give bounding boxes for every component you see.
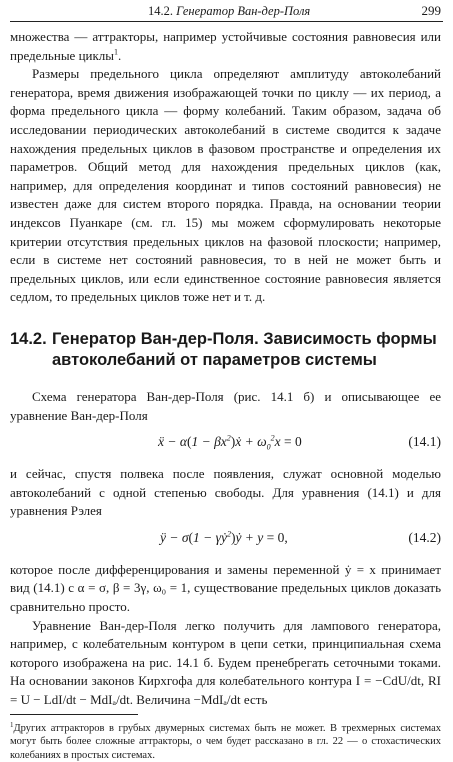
equation-14-2-formula: ÿ − σ(1 − γẏ$^2$)ẏ + y = 0,	[160, 529, 288, 545]
page-body	[10, 28, 441, 762]
section-number: 14.2.	[10, 329, 47, 348]
section-title: Генератор Ван-дер-Поля. Зависимость формы автоколебаний от параметров системы	[52, 329, 437, 369]
running-head-title: Генератор Ван-дер-Поля	[176, 4, 311, 18]
equation-14-2	[10, 530, 441, 552]
footnote-reference: 1	[114, 47, 119, 57]
section-heading	[10, 329, 441, 371]
equation-14-2-number: (14.2)	[408, 529, 441, 545]
page-number: 299	[421, 3, 441, 18]
paragraph-derivation: Уравнение Ван-дер-Поля легко получить для лампового генератора, например, с колебательным контуром в цепи сетки, принципиальная схема которого изображена на рис. 14.1 б. Будем пренебрегать сеточными токами. На основании законов Кирхгофа для колебательного контура I = −CdU/dt, RI = U − LdI/dt − MdIₐ/dt. Величина −MdIₐ/dt есть	[10, 617, 441, 708]
paragraph-continued: множества — аттракторы, например устойчивые состояния равновесия или предельные циклы$^1$.	[10, 29, 441, 63]
paragraph-scheme: Схема генератора Ван-дер-Поля (рис. 14.1 б) и описывающее ее уравнение Ван-дер-Поля	[10, 388, 441, 423]
footnote	[10, 719, 441, 762]
footnote-divider	[10, 714, 138, 715]
equation-14-1	[10, 434, 441, 456]
paragraph-model: и сейчас, спустя полвека после появления, служат основной моделью автоколебаний с одной степенью свободы. Для уравнения (14.1) и для уравнения Рэлея	[10, 466, 441, 519]
paragraph-1-text: множества — аттракторы, например устойчивые состояния равновесия или предельные циклы	[10, 29, 441, 63]
equation-14-1-formula: ẍ − $\alpha(1 - \beta x^2)ẋ + \omega_0^2x = 0$	[158, 433, 302, 452]
running-head-number: 14.2.	[148, 4, 173, 18]
footnote-mark: 1	[10, 720, 14, 729]
running-head	[148, 4, 310, 19]
equation-14-1-number: (14.1)	[408, 434, 441, 450]
footnote-text: Других аттракторов в грубых двумерных системах быть не может. В трехмерных системах могут быть более сложные аттракторы, о чем будет рассказано в гл. 22 — о стохастических колебаниях в простых системах.	[10, 722, 441, 761]
paragraph-rayleigh: которое после дифференцирования и замены переменной ẏ = x принимает вид (14.1) с α = σ, β = 3γ, ω₀ = 1, существование предельных циклов доказать сравнительно просто.	[10, 561, 441, 615]
paragraph-limit-cycle: Размеры предельного цикла определяют амплитуду автоколебаний генератора, время движения изображающей точки по циклу — их период, а форма предельного цикла — форму колебаний. Таким образом, задача об исследовании периодических автоколебаний в системе сводится к задаче нахождения предельных циклов в фазовом пространстве и определения их параметров. Общий метод для нахождения предельных циклов (как, например, для определения координат и типов состояний равновесия) не известен даже для систем второго порядка. Правда, на основании теории индексов Пуанкаре (см. гл. 15) мы можем сформулировать некоторые критерии отсутствия предельных циклов на фазовой плоскости; например, если в системе нет состояний равновесия, то в ней не может быть и предельных циклов, или если единственное состояние равновесия является седлом, то предельных циклов тоже нет и т. д.	[10, 66, 441, 305]
running-header	[10, 2, 443, 22]
